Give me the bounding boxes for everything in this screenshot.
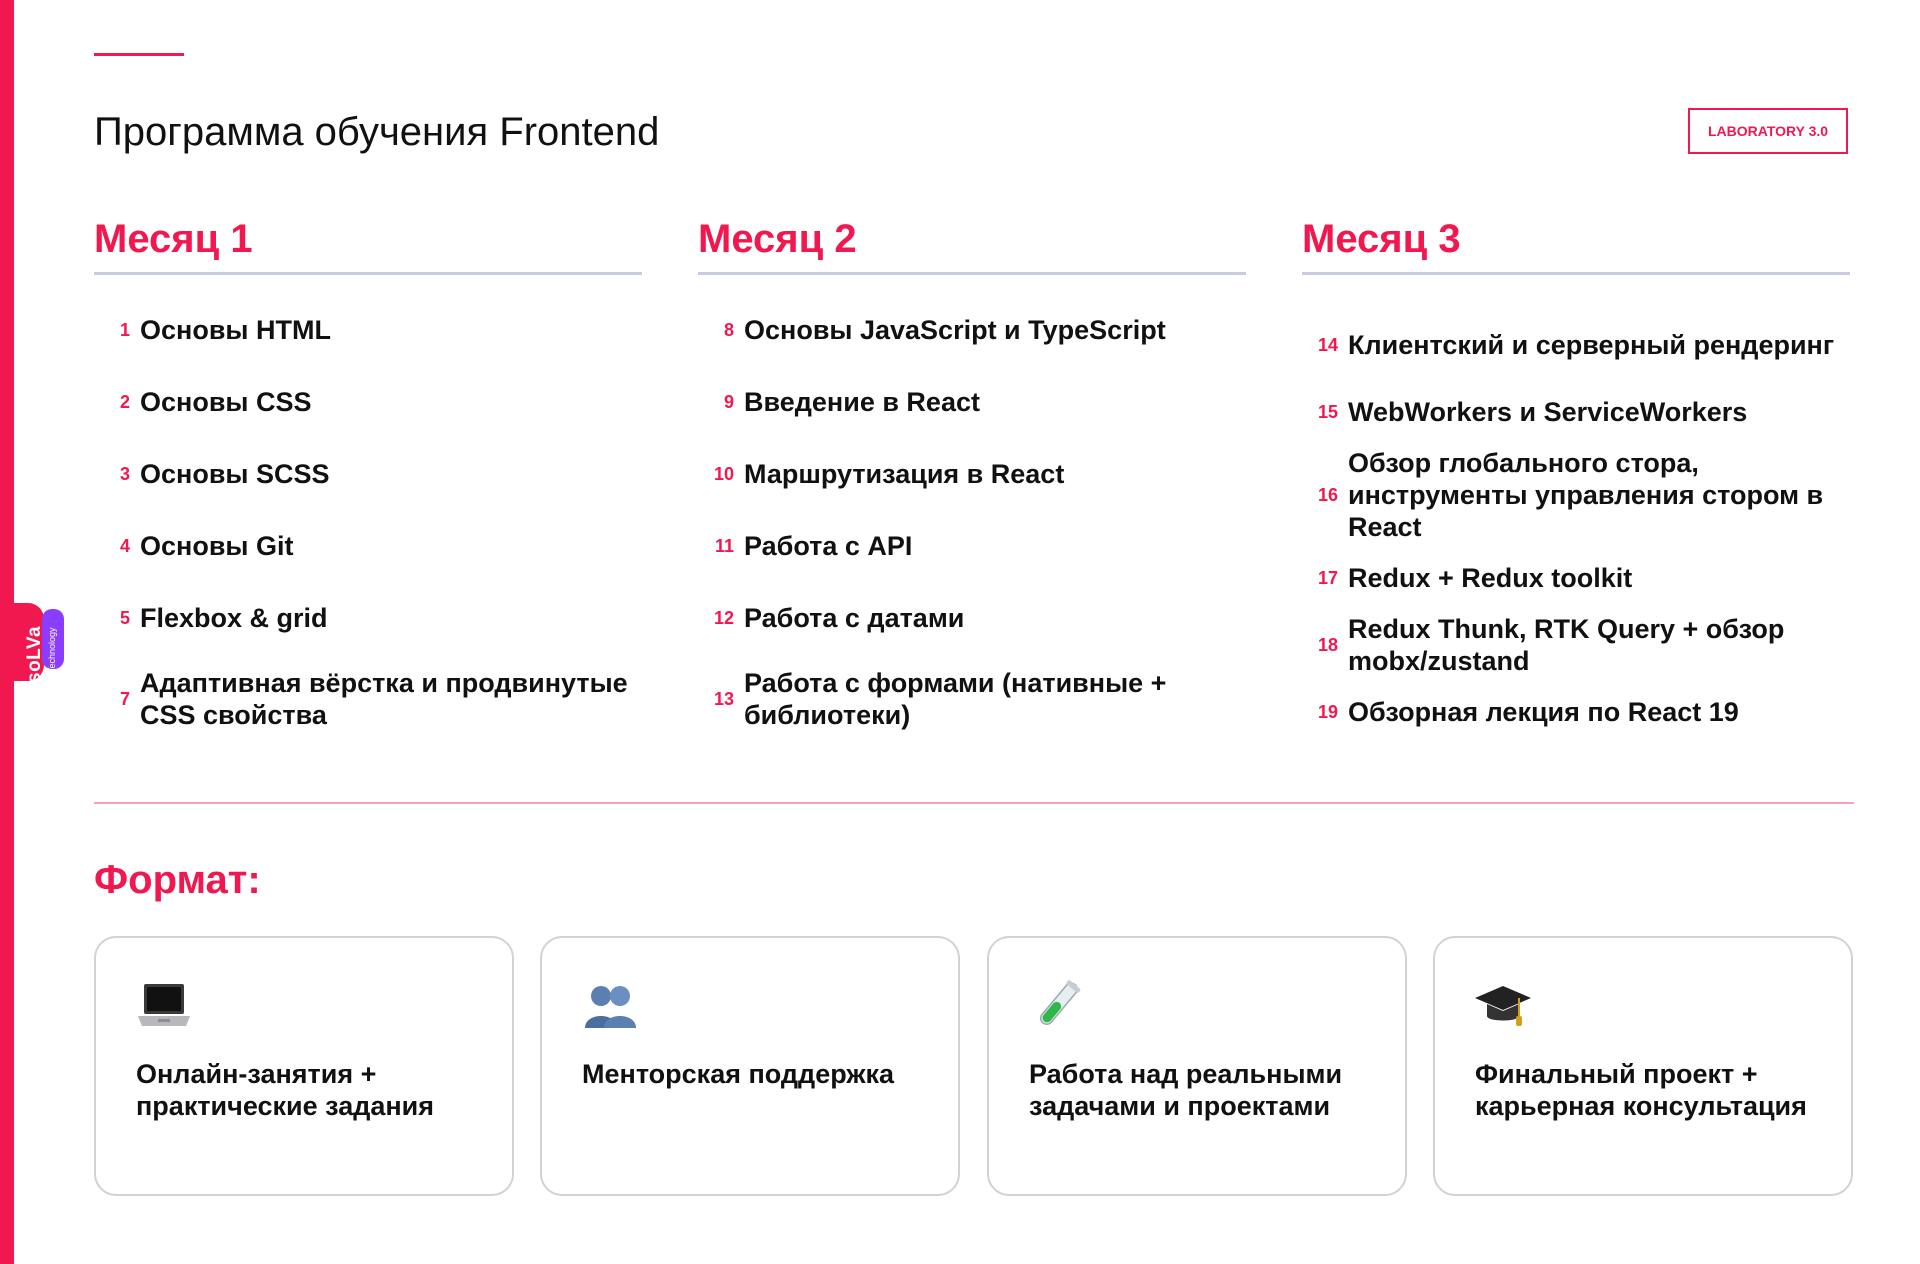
topic-number: 18 bbox=[1317, 634, 1338, 655]
card-text: Финальный проект + карьерная консультация bbox=[1475, 1059, 1807, 1121]
topic-text: Работа с датами bbox=[744, 603, 965, 633]
topic-number: 3 bbox=[119, 463, 130, 484]
laboratory-badge: LABORATORY 3.0 bbox=[1688, 108, 1848, 154]
topic-text: Обзор глобального стора, инструменты управления стором в React bbox=[1348, 448, 1824, 542]
topic-item bbox=[94, 529, 642, 563]
solva-logo bbox=[10, 603, 57, 683]
topic-number: 9 bbox=[723, 391, 734, 412]
month-title: Месяц 1 bbox=[94, 212, 642, 275]
topic-number: 14 bbox=[1317, 334, 1338, 355]
topic-number: 17 bbox=[1317, 567, 1338, 588]
laptop-icon bbox=[134, 976, 194, 1036]
topic-item bbox=[698, 667, 1246, 731]
month-title: Месяц 3 bbox=[1302, 212, 1850, 275]
topic-number: 12 bbox=[713, 607, 734, 628]
section-divider bbox=[94, 802, 1854, 804]
topic-item bbox=[94, 457, 642, 491]
topic-item bbox=[698, 529, 1246, 563]
topic-item bbox=[1302, 313, 1850, 377]
month-2-column bbox=[698, 212, 1246, 769]
topic-list bbox=[698, 313, 1246, 731]
graduation-cap-icon bbox=[1473, 976, 1533, 1036]
topic-item bbox=[94, 313, 642, 347]
topic-item bbox=[94, 601, 642, 635]
topic-list bbox=[1302, 313, 1850, 729]
topic-list bbox=[94, 313, 642, 731]
topic-number: 1 bbox=[119, 319, 130, 340]
topic-number: 13 bbox=[713, 688, 734, 709]
topic-item bbox=[698, 313, 1246, 347]
format-card-mentors bbox=[540, 936, 960, 1196]
topic-number: 10 bbox=[713, 463, 734, 484]
topic-number: 4 bbox=[119, 535, 130, 556]
topic-text: Введение в React bbox=[744, 387, 980, 417]
month-1-column bbox=[94, 212, 642, 769]
title-accent-line bbox=[94, 53, 184, 56]
topic-number: 19 bbox=[1317, 701, 1338, 722]
topic-number: 7 bbox=[119, 688, 130, 709]
topic-item bbox=[698, 457, 1246, 491]
topic-item bbox=[94, 385, 642, 419]
topic-text: Маршрутизация в React bbox=[744, 459, 1065, 489]
topic-item bbox=[1302, 561, 1850, 595]
topic-text: Redux + Redux toolkit bbox=[1348, 563, 1633, 593]
topic-text: Клиентский и серверный рендеринг bbox=[1348, 330, 1835, 360]
month-3-column bbox=[1302, 212, 1850, 747]
card-text: Работа над реальными задачами и проектами bbox=[1029, 1059, 1343, 1121]
topic-item bbox=[1302, 447, 1850, 543]
topic-text: Работа с формами (нативные + библиотеки) bbox=[744, 668, 1167, 730]
format-card-projects bbox=[987, 936, 1407, 1196]
topic-text: Flexbox & grid bbox=[140, 603, 328, 633]
format-title: Формат: bbox=[94, 858, 261, 902]
topic-text: Основы Git bbox=[140, 531, 294, 561]
topic-number: 2 bbox=[119, 391, 130, 412]
topic-number: 15 bbox=[1317, 401, 1338, 422]
topic-text: Основы SCSS bbox=[140, 459, 330, 489]
logo-subtext: Technology bbox=[47, 627, 57, 673]
mentors-icon bbox=[580, 976, 640, 1036]
topic-number: 5 bbox=[119, 607, 130, 628]
format-card-final bbox=[1433, 936, 1853, 1196]
page-title: Программа обучения Frontend bbox=[94, 110, 660, 154]
topic-item bbox=[698, 385, 1246, 419]
topic-number: 11 bbox=[714, 535, 734, 556]
topic-item bbox=[1302, 613, 1850, 677]
topic-text: Основы HTML bbox=[140, 315, 331, 345]
topic-text: Обзорная лекция по React 19 bbox=[1348, 697, 1739, 727]
topic-item bbox=[94, 667, 642, 731]
topic-number: 8 bbox=[723, 319, 734, 340]
topic-item bbox=[698, 601, 1246, 635]
format-card-online bbox=[94, 936, 514, 1196]
topic-text: Работа с API bbox=[744, 531, 913, 561]
card-text: Менторская поддержка bbox=[582, 1059, 895, 1089]
test-tube-icon bbox=[1027, 976, 1087, 1036]
topic-text: Основы JavaScript и TypeScript bbox=[744, 315, 1166, 345]
month-title: Месяц 2 bbox=[698, 212, 1246, 275]
topic-item bbox=[1302, 395, 1850, 429]
topic-text: Основы CSS bbox=[140, 387, 312, 417]
topic-item bbox=[1302, 695, 1850, 729]
logo-text: soLVa bbox=[24, 625, 45, 683]
topic-text: Адаптивная вёрстка и продвинутые CSS свойства bbox=[140, 668, 628, 730]
card-text: Онлайн-занятия + практические задания bbox=[136, 1059, 435, 1121]
topic-number: 16 bbox=[1317, 484, 1338, 505]
topic-text: Redux Thunk, RTK Query + обзор mobx/zustand bbox=[1348, 614, 1785, 676]
topic-text: WebWorkers и ServiceWorkers bbox=[1348, 397, 1748, 427]
